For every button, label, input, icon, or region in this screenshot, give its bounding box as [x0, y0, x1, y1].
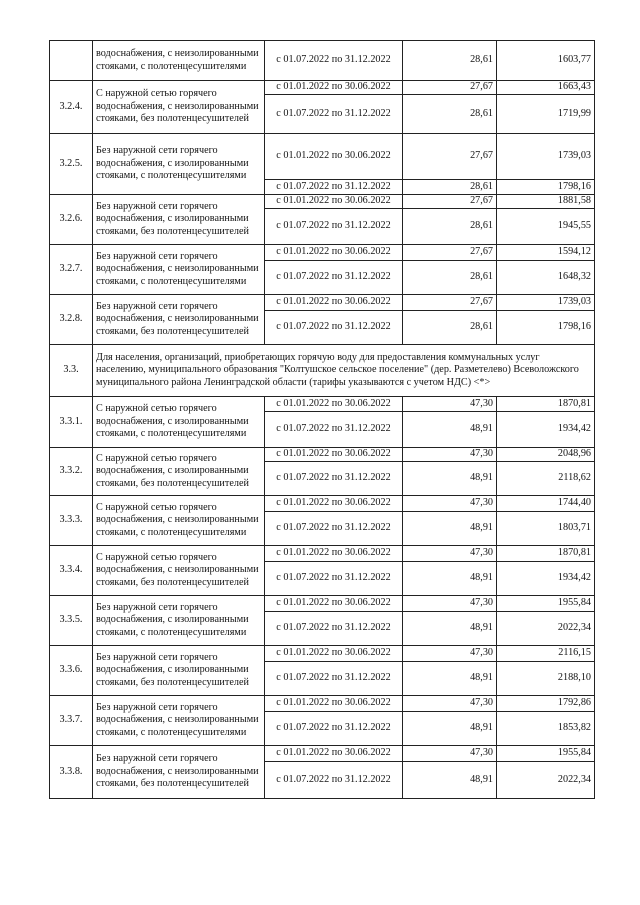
period-cell: с 01.01.2022 по 30.06.2022 — [265, 397, 403, 412]
period-cell: с 01.07.2022 по 31.12.2022 — [265, 462, 403, 496]
tariff-cell: 1955,84 — [497, 596, 595, 612]
tariff-component-cell: 48,91 — [403, 662, 497, 696]
tariff-cell: 2188,10 — [497, 662, 595, 696]
period-cell: с 01.01.2022 по 30.06.2022 — [265, 546, 403, 562]
row-number: 3.3.2. — [50, 448, 93, 496]
row-description: Без наружной сети горячего водоснабжения, с изолированными стояками, с полотенцесушителями — [93, 134, 265, 195]
tariff-cell: 1663,43 — [497, 81, 595, 95]
table-row — [50, 646, 595, 662]
period-cell: с 01.01.2022 по 30.06.2022 — [265, 646, 403, 662]
period-cell: с 01.07.2022 по 31.12.2022 — [265, 41, 403, 81]
table-row — [50, 41, 595, 81]
tariff-cell: 1798,16 — [497, 311, 595, 345]
period-cell: с 01.07.2022 по 31.12.2022 — [265, 261, 403, 295]
tariff-cell: 1798,16 — [497, 180, 595, 195]
row-number: 3.2.5. — [50, 134, 93, 195]
tariff-component-cell: 47,30 — [403, 448, 497, 462]
period-cell: с 01.01.2022 по 30.06.2022 — [265, 448, 403, 462]
tariff-cell: 2022,34 — [497, 612, 595, 646]
tariff-cell: 1744,40 — [497, 496, 595, 512]
row-description: Без наружной сети горячего водоснабжения, с неизолированными стояками, с полотенцесушителями — [93, 245, 265, 295]
row-number: 3.3.7. — [50, 696, 93, 746]
tariff-cell: 2118,62 — [497, 462, 595, 496]
table-row — [50, 195, 595, 209]
tariff-component-cell: 48,91 — [403, 562, 497, 596]
row-number: 3.2.4. — [50, 81, 93, 134]
period-cell: с 01.01.2022 по 30.06.2022 — [265, 295, 403, 311]
tariff-component-cell: 47,30 — [403, 696, 497, 712]
tariff-component-cell: 48,91 — [403, 412, 497, 448]
period-cell: с 01.01.2022 по 30.06.2022 — [265, 496, 403, 512]
row-number: 3.3.1. — [50, 397, 93, 448]
tariff-cell: 1803,71 — [497, 512, 595, 546]
row-number: 3.2.7. — [50, 245, 93, 295]
tariff-component-cell: 28,61 — [403, 95, 497, 134]
row-description: водоснабжения, с неизолированными стояками, с полотенцесушителями — [93, 41, 265, 81]
tariff-cell: 1934,42 — [497, 562, 595, 596]
tariff-component-cell: 28,61 — [403, 261, 497, 295]
period-cell: с 01.07.2022 по 31.12.2022 — [265, 762, 403, 799]
period-cell: с 01.01.2022 по 30.06.2022 — [265, 195, 403, 209]
tariff-component-cell: 27,67 — [403, 295, 497, 311]
table-row — [50, 81, 595, 95]
row-number: 3.2.8. — [50, 295, 93, 345]
tariff-table — [49, 40, 595, 799]
tariff-cell: 1792,86 — [497, 696, 595, 712]
tariff-cell: 1594,12 — [497, 245, 595, 261]
tariff-component-cell: 48,91 — [403, 712, 497, 746]
tariff-component-cell: 47,30 — [403, 646, 497, 662]
tariff-cell: 1853,82 — [497, 712, 595, 746]
row-description: Без наружной сети горячего водоснабжения, с неизолированными стояками, с полотенцесушителями — [93, 696, 265, 746]
row-number — [50, 41, 93, 81]
tariff-cell: 1719,99 — [497, 95, 595, 134]
period-cell: с 01.07.2022 по 31.12.2022 — [265, 412, 403, 448]
tariff-component-cell: 47,30 — [403, 596, 497, 612]
row-description: Без наружной сети горячего водоснабжения, с неизолированными стояками, без полотенцесушителей — [93, 295, 265, 345]
period-cell: с 01.07.2022 по 31.12.2022 — [265, 662, 403, 696]
row-number: 3.3.6. — [50, 646, 93, 696]
table-row — [50, 496, 595, 512]
tariff-component-cell: 27,67 — [403, 134, 497, 180]
table-row — [50, 546, 595, 562]
row-number: 3.3.5. — [50, 596, 93, 646]
period-cell: с 01.01.2022 по 30.06.2022 — [265, 81, 403, 95]
period-cell: с 01.01.2022 по 30.06.2022 — [265, 746, 403, 762]
period-cell: с 01.07.2022 по 31.12.2022 — [265, 209, 403, 245]
tariff-component-cell: 48,91 — [403, 612, 497, 646]
tariff-cell: 1934,42 — [497, 412, 595, 448]
tariff-component-cell: 28,61 — [403, 311, 497, 345]
tariff-component-cell: 27,67 — [403, 245, 497, 261]
period-cell: с 01.01.2022 по 30.06.2022 — [265, 696, 403, 712]
tariff-cell: 1603,77 — [497, 41, 595, 81]
row-number: 3.3.3. — [50, 496, 93, 546]
row-description: С наружной сетью горячего водоснабжения, с неизолированными стояками, без полотенцесушителей — [93, 546, 265, 596]
tariff-component-cell: 48,91 — [403, 512, 497, 546]
row-description: Без наружной сети горячего водоснабжения, с изолированными стояками, с полотенцесушителями — [93, 596, 265, 646]
table-row — [50, 448, 595, 462]
tariff-cell: 1881,58 — [497, 195, 595, 209]
tariff-component-cell: 48,91 — [403, 762, 497, 799]
table-row — [50, 245, 595, 261]
period-cell: с 01.07.2022 по 31.12.2022 — [265, 311, 403, 345]
table-row — [50, 397, 595, 412]
row-description: С наружной сетью горячего водоснабжения, с неизолированными стояками, с полотенцесушителями — [93, 496, 265, 546]
tariff-cell: 1870,81 — [497, 397, 595, 412]
tariff-component-cell: 28,61 — [403, 41, 497, 81]
tariff-component-cell: 28,61 — [403, 209, 497, 245]
row-description: Без наружной сети горячего водоснабжения, с неизолированными стояками, без полотенцесушителей — [93, 746, 265, 799]
section-heading: Для населения, организаций, приобретающих горячую воду для предоставления коммунальных услуг населению, муниципального образования "Колтушское сельское поселение" (дер. Разметелево) Всеволожского муниципального района Ленинградской области (тарифы указываются с учетом НДС) <*> — [93, 345, 595, 397]
row-number: 3.3.4. — [50, 546, 93, 596]
row-description: С наружной сетью горячего водоснабжения, с неизолированными стояками, без полотенцесушителей — [93, 81, 265, 134]
table-row — [50, 295, 595, 311]
tariff-cell: 2116,15 — [497, 646, 595, 662]
row-description: Без наружной сети горячего водоснабжения, с изолированными стояками, без полотенцесушителей — [93, 195, 265, 245]
tariff-cell: 1945,55 — [497, 209, 595, 245]
tariff-component-cell: 47,30 — [403, 496, 497, 512]
row-number: 3.2.6. — [50, 195, 93, 245]
tariff-component-cell: 47,30 — [403, 546, 497, 562]
tariff-cell: 2022,34 — [497, 762, 595, 799]
tariff-component-cell: 47,30 — [403, 746, 497, 762]
period-cell: с 01.01.2022 по 30.06.2022 — [265, 245, 403, 261]
row-description: С наружной сетью горячего водоснабжения, с изолированными стояками, с полотенцесушителями — [93, 397, 265, 448]
tariff-cell: 2048,96 — [497, 448, 595, 462]
tariff-cell: 1870,81 — [497, 546, 595, 562]
row-number: 3.3. — [50, 345, 93, 397]
tariff-component-cell: 27,67 — [403, 81, 497, 95]
period-cell: с 01.07.2022 по 31.12.2022 — [265, 612, 403, 646]
tariff-component-cell: 47,30 — [403, 397, 497, 412]
table-row — [50, 746, 595, 762]
tariff-cell: 1739,03 — [497, 134, 595, 180]
period-cell: с 01.07.2022 по 31.12.2022 — [265, 180, 403, 195]
tariff-cell: 1739,03 — [497, 295, 595, 311]
period-cell: с 01.01.2022 по 30.06.2022 — [265, 134, 403, 180]
row-description: С наружной сетью горячего водоснабжения, с изолированными стояками, без полотенцесушителей — [93, 448, 265, 496]
tariff-cell: 1955,84 — [497, 746, 595, 762]
period-cell: с 01.07.2022 по 31.12.2022 — [265, 512, 403, 546]
period-cell: с 01.07.2022 по 31.12.2022 — [265, 95, 403, 134]
period-cell: с 01.07.2022 по 31.12.2022 — [265, 562, 403, 596]
period-cell: с 01.01.2022 по 30.06.2022 — [265, 596, 403, 612]
table-row — [50, 134, 595, 180]
table-row — [50, 696, 595, 712]
row-description: Без наружной сети горячего водоснабжения, с изолированными стояками, без полотенцесушителей — [93, 646, 265, 696]
tariff-component-cell: 48,91 — [403, 462, 497, 496]
tariff-component-cell: 28,61 — [403, 180, 497, 195]
tariff-cell: 1648,32 — [497, 261, 595, 295]
row-number: 3.3.8. — [50, 746, 93, 799]
tariff-component-cell: 27,67 — [403, 195, 497, 209]
section-row — [50, 345, 595, 397]
table-row — [50, 596, 595, 612]
period-cell: с 01.07.2022 по 31.12.2022 — [265, 712, 403, 746]
